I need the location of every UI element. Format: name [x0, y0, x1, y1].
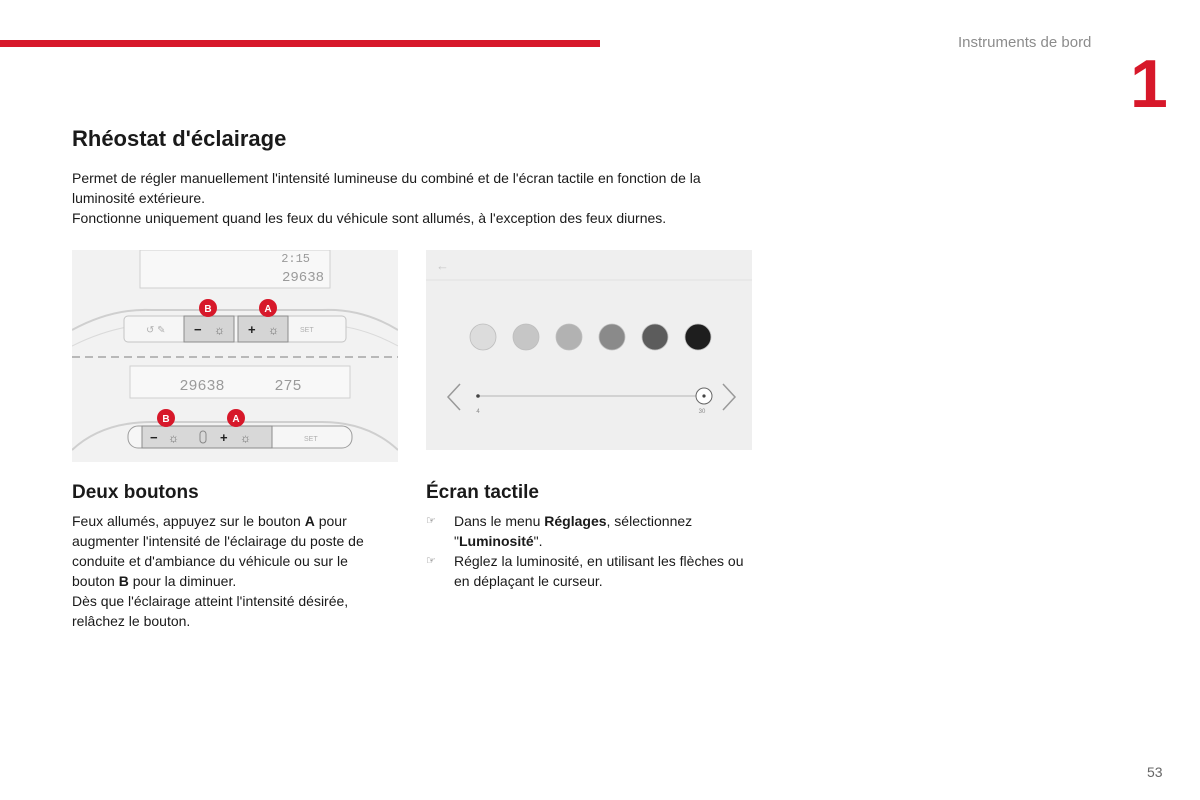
brightness-swatch-5	[642, 324, 668, 350]
plus-symbol-bottom: +	[220, 430, 228, 445]
slider-min-label: 4	[476, 409, 480, 415]
callout-a-top: A	[264, 304, 272, 315]
intro-paragraph-1: Permet de régler manuellement l'intensité lumineuse du combiné et de l'écran tactile en fonction de la luminosité extérieure.	[72, 170, 701, 206]
header-accent-bar	[0, 40, 600, 47]
svg-text:☼: ☼	[168, 431, 179, 445]
slider-max-label: 30	[698, 409, 706, 415]
brightness-swatch-6	[685, 324, 711, 350]
heading-ecran-tactile: Écran tactile	[426, 482, 539, 503]
back-arrow-icon: ←	[436, 258, 449, 273]
heading-deux-boutons: Deux boutons	[72, 482, 199, 503]
page-number: 53	[1147, 764, 1163, 780]
display-value-bottom: 275	[274, 378, 302, 395]
callout-b-top: B	[204, 304, 212, 315]
minus-symbol-top: −	[194, 322, 202, 337]
brightness-swatch-1	[470, 324, 496, 350]
brightness-swatch-3	[556, 324, 582, 350]
left-paragraph-2: Dès que l'éclairage atteint l'intensité désirée, relâchez le bouton.	[72, 593, 349, 629]
svg-text:↺ ✎: ↺ ✎	[146, 325, 166, 336]
brightness-swatch-2	[513, 324, 539, 350]
minus-symbol-bottom: −	[150, 430, 158, 445]
svg-text:☼: ☼	[240, 431, 251, 445]
running-head: Instruments de bord	[958, 34, 1092, 51]
page-title: Rhéostat d'éclairage	[72, 126, 287, 151]
bullet-hand-icon: ☞	[426, 515, 436, 527]
set-label-top: SET	[300, 327, 314, 334]
callout-b-bottom: B	[162, 414, 170, 425]
callout-a-bottom: A	[232, 414, 240, 425]
svg-text:☼: ☼	[214, 323, 225, 337]
bullet-hand-icon: ☞	[426, 555, 436, 567]
brightness-swatch-4	[599, 324, 625, 350]
left-column-text	[72, 511, 392, 631]
display-odometer-bottom: 29638	[179, 378, 225, 395]
instruction-list	[426, 511, 746, 591]
display-odometer-top: 29638	[281, 270, 324, 286]
list-item: ☞ Réglez la luminosité, en utilisant les flèches ou en déplaçant le curseur.	[426, 553, 744, 589]
set-label-bottom: SET	[304, 436, 318, 443]
chapter-number: 1	[1130, 46, 1168, 122]
intro-paragraph-2: Fonctionne uniquement quand les feux du véhicule sont allumés, à l'exception des feux diurnes.	[72, 210, 667, 226]
intro-text	[72, 168, 762, 228]
display-time: 2:15	[281, 252, 310, 266]
list-item: ☞ Dans le menu Réglages, sélectionnez "Luminosité".	[426, 513, 693, 549]
left-paragraph-1: Feux allumés, appuyez sur le bouton A pour augmenter l'intensité de l'éclairage du poste de conduite et d'ambiance du véhicule ou sur le bouton B pour la diminuer.	[72, 513, 364, 589]
plus-symbol-top: +	[248, 322, 256, 337]
svg-text:☼: ☼	[268, 323, 279, 337]
touchscreen-brightness-illustration	[426, 250, 752, 450]
dashboard-buttons-illustration	[72, 250, 398, 462]
